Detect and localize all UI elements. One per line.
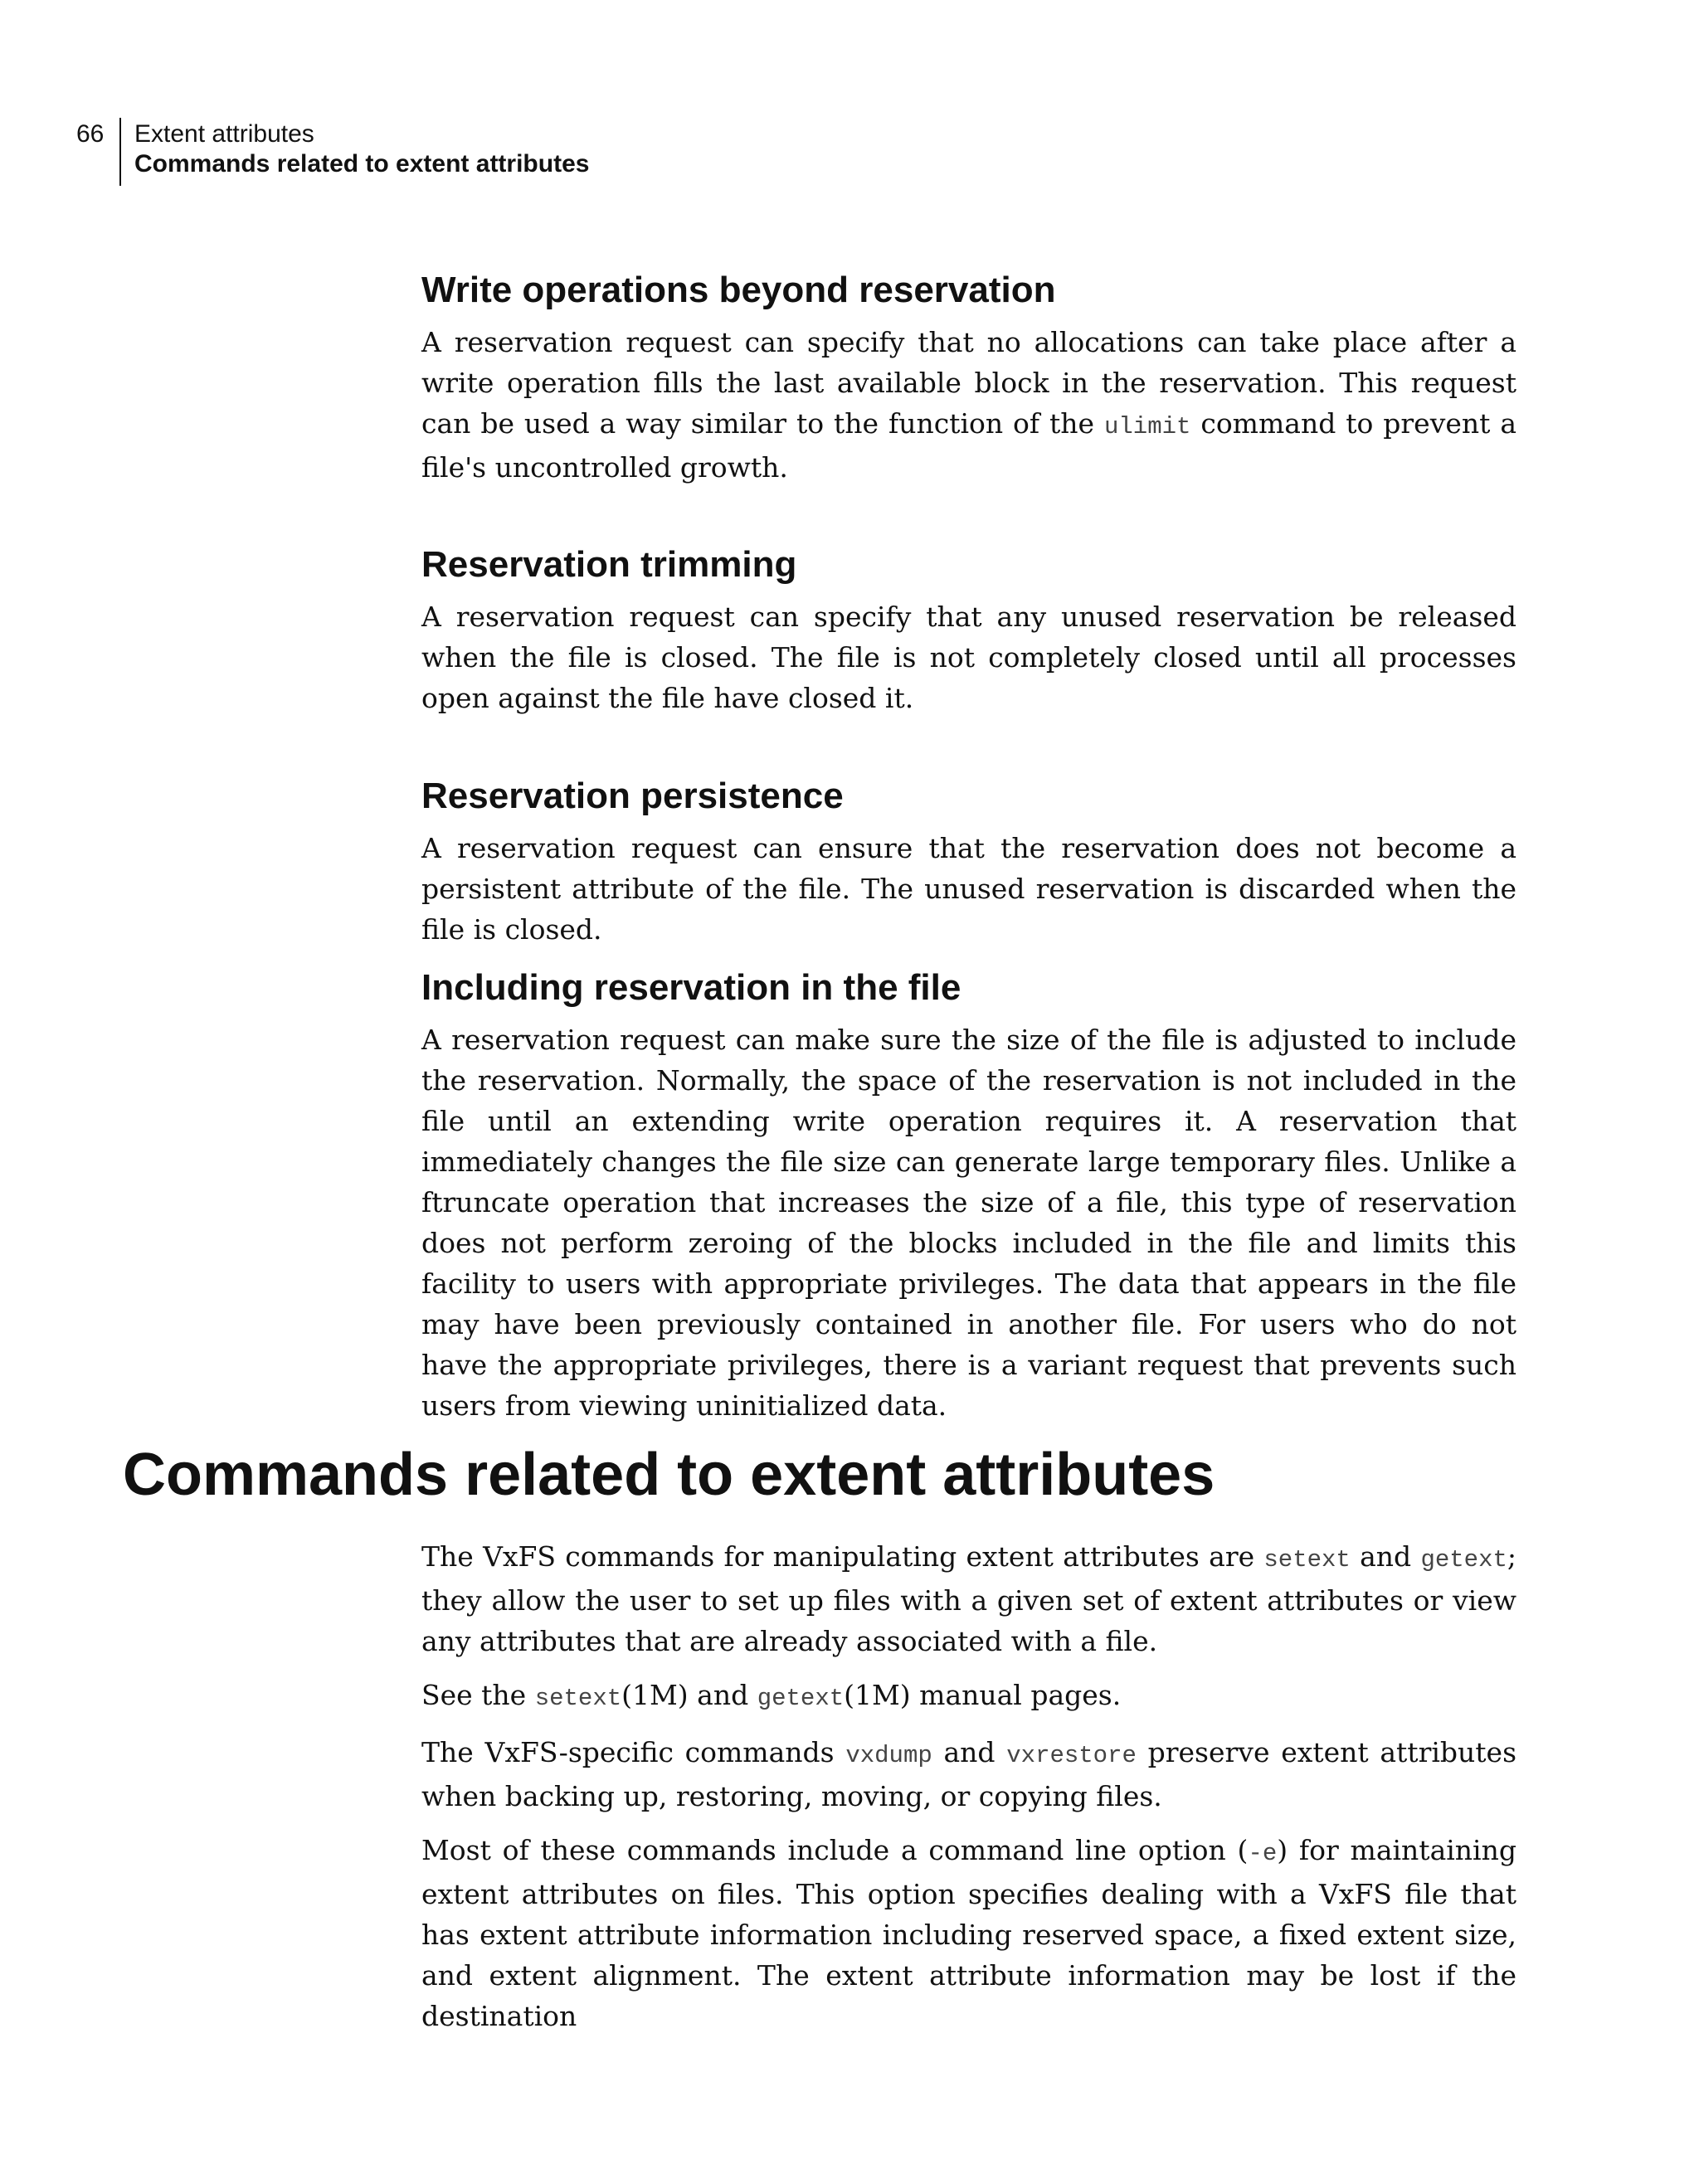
page-number: 66 xyxy=(76,120,105,148)
header-chapter-title: Extent attributes xyxy=(134,120,314,148)
paragraph-text: See the xyxy=(421,1679,535,1711)
command-name: setext xyxy=(534,1685,622,1712)
paragraph-text: ; they allow the user to set up files with a given set of extent attributes or view any attributes that are already associated with a file. xyxy=(421,1540,1516,1657)
chapter-paragraph-1 xyxy=(421,1536,1516,1661)
section-paragraph: A reservation request can ensure that the reservation does not become a persistent attribute of the file. The unused reservation is discarded when the file is closed. xyxy=(421,832,1516,946)
section-heading: Reservation trimming xyxy=(421,544,797,585)
paragraph-text: The VxFS-specific commands xyxy=(421,1736,846,1768)
section-paragraph xyxy=(421,322,1516,488)
paragraph-text: The VxFS commands for manipulating extent attributes are xyxy=(421,1540,1264,1573)
paragraph-text: preserve extent attributes when backing up, restoring, moving, or copying files. xyxy=(421,1736,1516,1812)
command-name: vxrestore xyxy=(1006,1742,1137,1769)
command-name: getext xyxy=(757,1685,845,1712)
paragraph-text: (1M) manual pages. xyxy=(844,1679,1122,1711)
paragraph-text: Most of these commands include a command line option ( xyxy=(421,1834,1249,1866)
header-divider xyxy=(119,118,121,186)
chapter-title: Commands related to extent attributes xyxy=(123,1442,1215,1508)
command-name: setext xyxy=(1263,1546,1351,1574)
paragraph-text: A reservation request can specify that no allocations can take place after a write operation fills the last available block in the reservation. This request can be used a way similar to the function of the xyxy=(421,326,1516,440)
command-name: vxdump xyxy=(845,1742,932,1769)
section-reservation-persistence xyxy=(421,773,1516,950)
section-heading: Including reservation in the file xyxy=(421,967,961,1008)
command-option: -e xyxy=(1248,1840,1278,1867)
section-reservation-trimming xyxy=(421,542,1516,718)
paragraph-text: ) for maintaining extent attributes on files. This option specifies dealing with a VxFS file that has extent attribute information including reserved space, a fixed extent size, and extent alignment. The extent attribute information may be lost if the destination xyxy=(421,1834,1516,2032)
command-name: ulimit xyxy=(1104,413,1191,440)
section-heading: Write operations beyond reservation xyxy=(421,270,1056,310)
section-heading: Reservation persistence xyxy=(421,776,844,816)
section-paragraph: A reservation request can make sure the size of the file is adjusted to include the reservation. Normally, the space of the reservation is not included in the file until an extending write operation requires it. A reservation that immediately changes the file size can generate large temporary files. Unlike a ftruncate operation that increases the size of a file, this type of reservation does not perform zeroing of the blocks included in the file and limits this facility to users with appropriate privileges. The data that appears in the file may have been previously contained in another file. For users who do not have the appropriate privileges, there is a variant request that prevents such users from viewing uninitialized data. xyxy=(421,1024,1516,1422)
paragraph-text: command to prevent a file's uncontrolled growth. xyxy=(421,407,1516,484)
chapter-paragraph-4 xyxy=(421,1830,1516,2036)
chapter-paragraph-2 xyxy=(421,1675,1516,1719)
header-section-title: Commands related to extent attributes xyxy=(134,150,590,178)
chapter-paragraph-3 xyxy=(421,1732,1516,1817)
section-write-operations xyxy=(421,267,1516,488)
section-including-reservation xyxy=(421,965,1516,1426)
chapter-body xyxy=(421,1536,1516,2036)
paragraph-text: (1M) and xyxy=(621,1679,757,1711)
section-paragraph: A reservation request can specify that any unused reservation be released when the file is closed. The file is not completely closed until all processes open against the file have closed it. xyxy=(421,601,1516,714)
command-name: getext xyxy=(1420,1546,1507,1574)
paragraph-text: and xyxy=(1350,1540,1421,1573)
paragraph-text: and xyxy=(932,1736,1007,1768)
